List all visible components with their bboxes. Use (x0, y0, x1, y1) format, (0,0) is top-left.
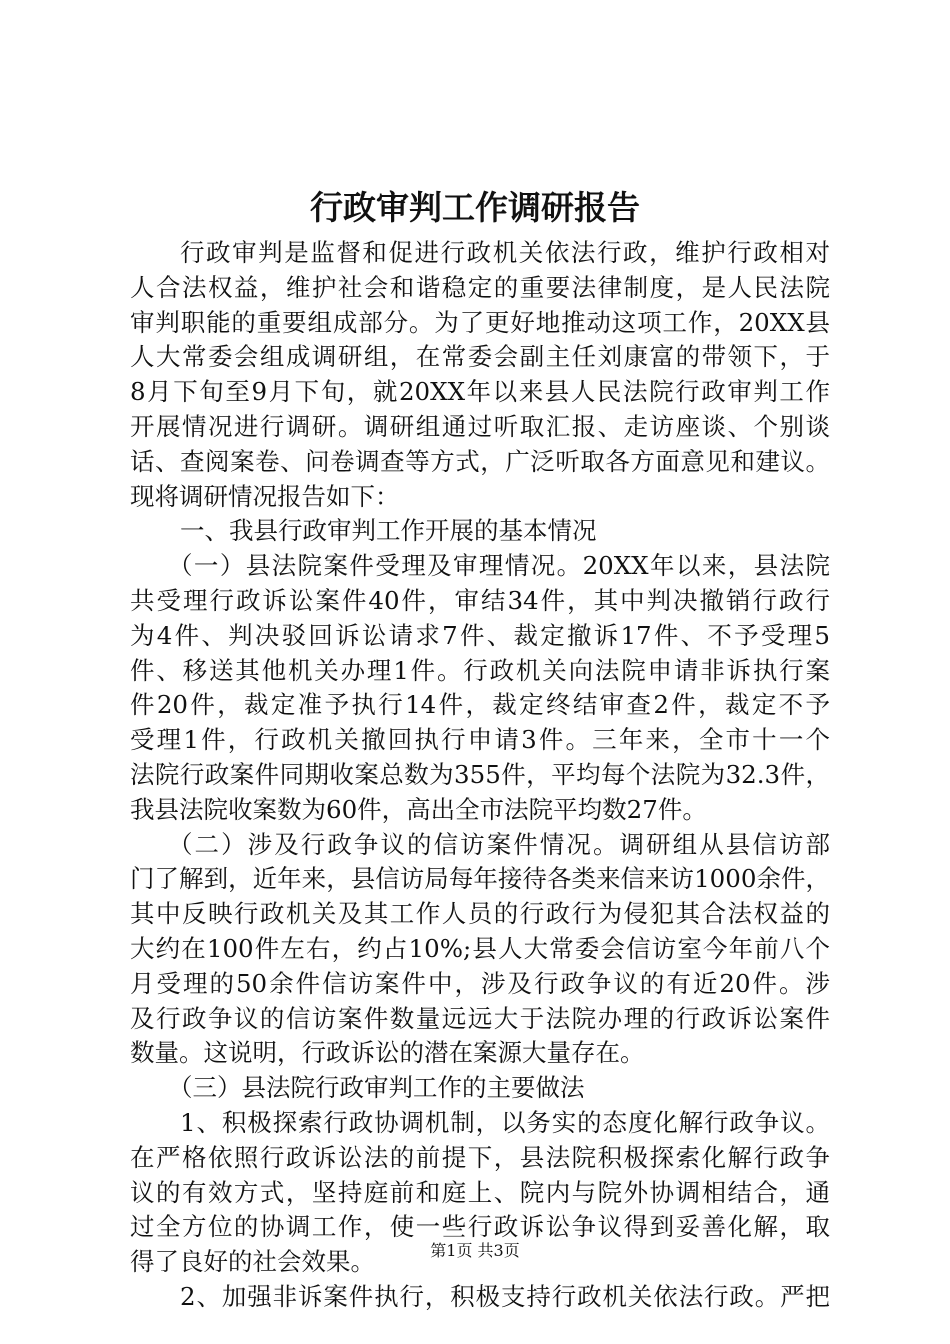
paragraph-line: 审判职能的重要组成部分。为了更好地推动这项工作，20XX县 (130, 307, 830, 337)
paragraph-line: 共受理行政诉讼案件40件，审结34件，其中判决撤销行政行 (130, 585, 830, 615)
paragraph-line: 话、查阅案卷、问卷调查等方式，广泛听取各方面意见和建议。 (130, 446, 830, 476)
paragraph-line: 1、积极探索行政协调机制，以务实的态度化解行政争议。 (180, 1107, 830, 1137)
paragraph-line: 得了良好的社会效果。 (130, 1247, 375, 1277)
paragraph-line: 及行政争议的信访案件数量远远大于法院办理的行政诉讼案件 (130, 1003, 830, 1033)
paragraph-line: 人合法权益，维护社会和谐稳定的重要法律制度，是人民法院 (130, 272, 830, 302)
page-number-footer: 第1页 共3页 (430, 1241, 520, 1260)
paragraph-line: 大约在100件左右，约占10%;县人大常委会信访室今年前八个 (130, 933, 830, 963)
paragraph-line: 我县法院收案数为60件，高出全市法院平均数27件。 (130, 794, 707, 824)
paragraph-line: 法院行政案件同期收案总数为355件，平均每个法院为32.3件， (130, 759, 830, 789)
document-body (130, 236, 830, 1315)
paragraph-line: 在严格依照行政诉讼法的前提下，县法院积极探索化解行政争 (130, 1142, 830, 1172)
paragraph-line: 件20件，裁定准予执行14件，裁定终结审查2件，裁定不予 (130, 690, 830, 720)
paragraph-line: 人大常委会组成调研组，在常委会副主任刘康富的带领下，于 (130, 342, 830, 372)
section-heading: （三）县法院行政审判工作的主要做法 (168, 1073, 585, 1103)
paragraph-line: 件、移送其他机关办理1件。行政机关向法院申请非诉执行案 (130, 655, 830, 685)
paragraph-line: 2、加强非诉案件执行，积极支持行政机关依法行政。严把 (180, 1281, 830, 1311)
paragraph-line: 月受理的50余件信访案件中，涉及行政争议的有近20件。涉 (130, 968, 830, 998)
paragraph-line: 门了解到，近年来，县信访局每年接待各类来信来访1000余件， (130, 864, 830, 894)
paragraph-line: 开展情况进行调研。调研组通过听取汇报、走访座谈、个别谈 (130, 411, 830, 441)
section-heading: 一、我县行政审判工作开展的基本情况 (180, 516, 597, 546)
paragraph-line: 8月下旬至9月下旬，就20XX年以来县人民法院行政审判工作 (130, 377, 830, 407)
document-title: 行政审判工作调研报告 (310, 188, 640, 227)
paragraph-line: 过全方位的协调工作，使一些行政诉讼争议得到妥善化解，取 (130, 1212, 830, 1242)
paragraph-line: 受理1件，行政机关撤回执行申请3件。三年来，全市十一个 (130, 725, 830, 755)
paragraph-line: 行政审判是监督和促进行政机关依法行政，维护行政相对 (180, 238, 830, 267)
paragraph-line: 其中反映行政机关及其工作人员的行政行为侵犯其合法权益的 (130, 899, 830, 929)
paragraph-line: 为4件、判决驳回诉讼请求7件、裁定撤诉17件、不予受理5 (130, 620, 830, 650)
paragraph-line: （一）县法院案件受理及审理情况。20XX年以来，县法院 (168, 551, 830, 581)
paragraph-line: 议的有效方式，坚持庭前和庭上、院内与院外协调相结合，通 (130, 1177, 830, 1207)
paragraph-line: （二）涉及行政争议的信访案件情况。调研组从县信访部 (168, 829, 830, 859)
paragraph-line: 数量。这说明，行政诉讼的潜在案源大量存在。 (130, 1038, 645, 1068)
paragraph-line: 现将调研情况报告如下： (130, 481, 400, 511)
